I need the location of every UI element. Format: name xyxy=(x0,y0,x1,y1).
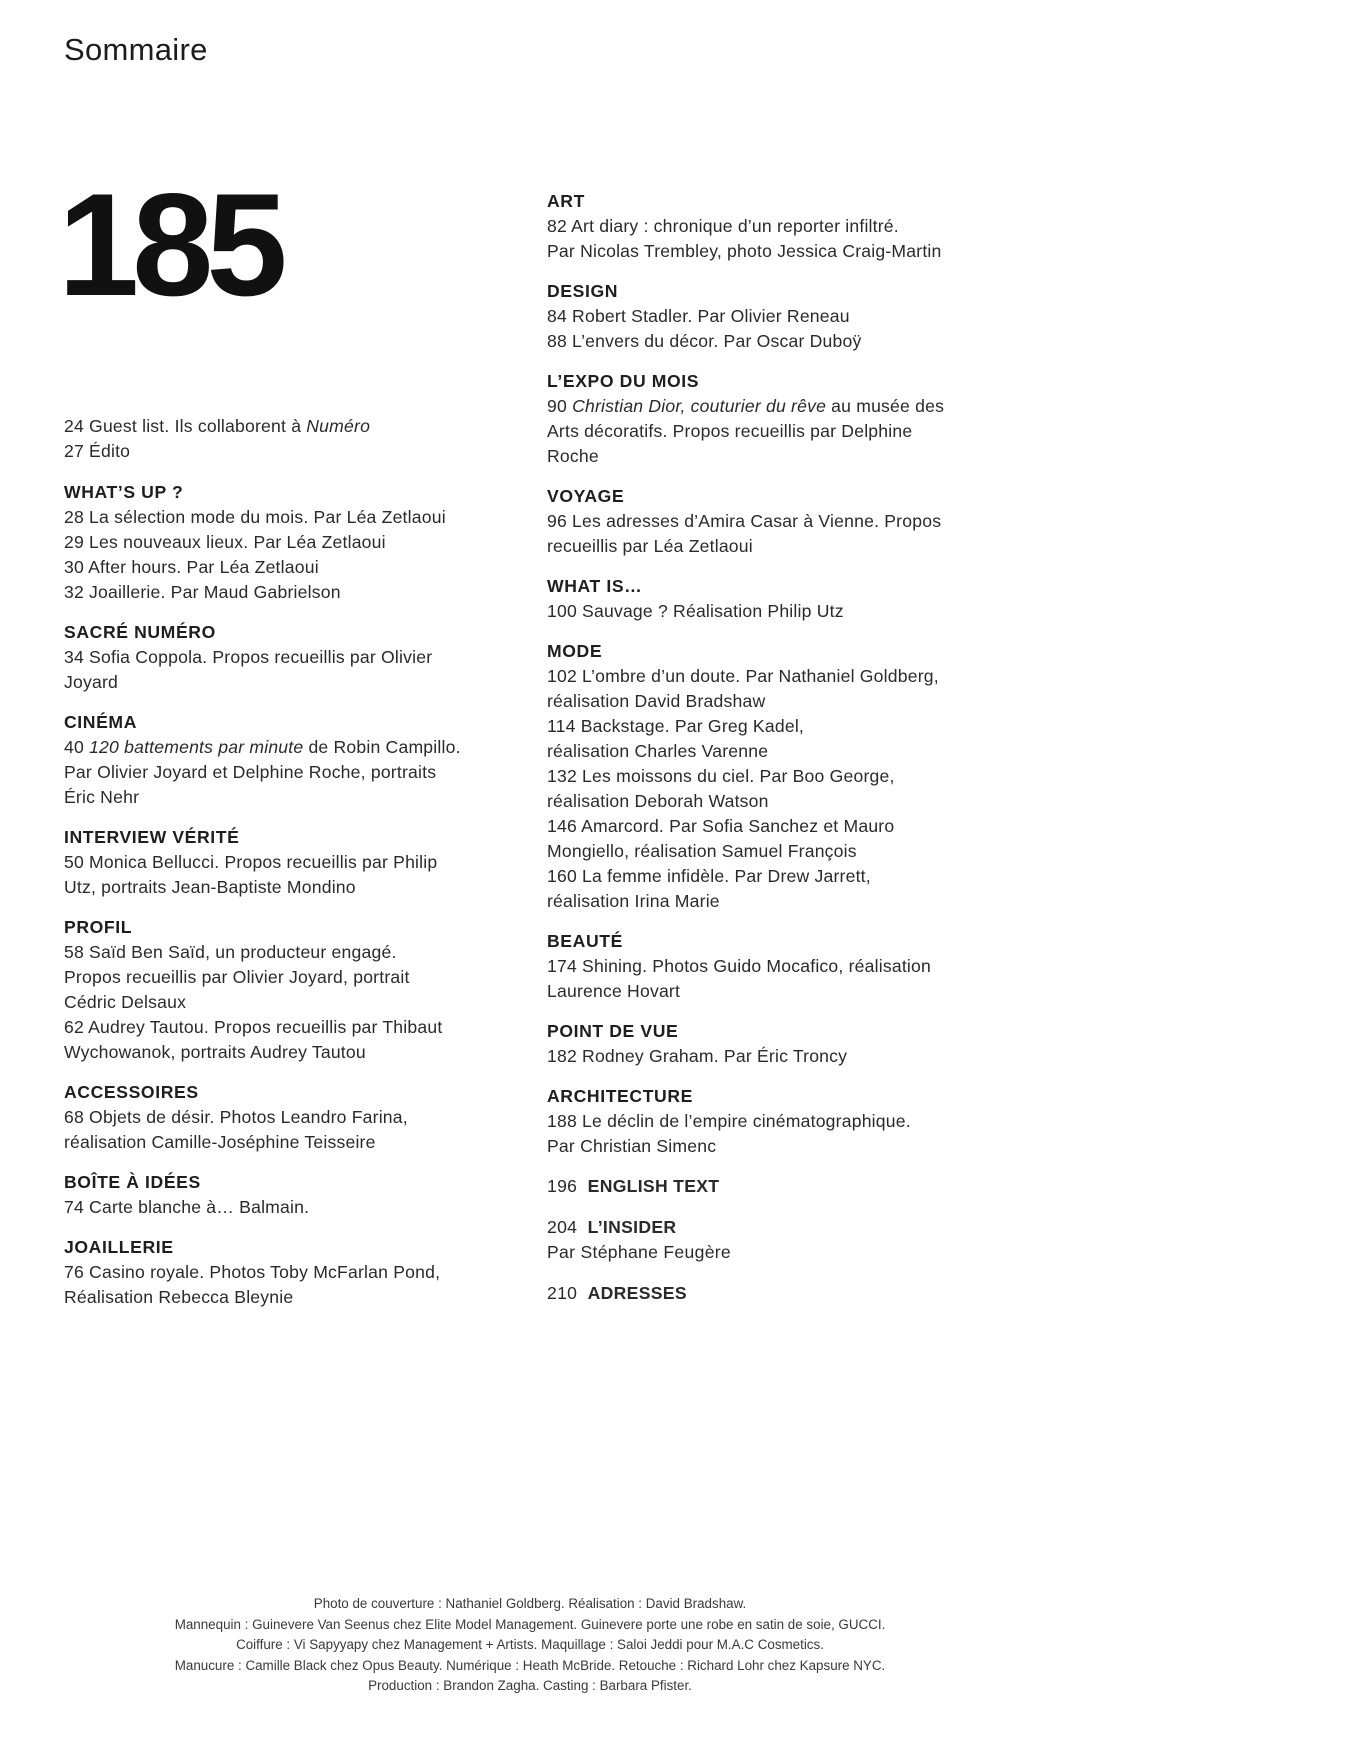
entry-page-number: 210 xyxy=(547,1283,578,1303)
issue-number: 185 xyxy=(58,163,281,326)
toc-entry xyxy=(64,670,534,695)
entry-text: 29 Les nouveaux lieux. Par Léa Zetlaoui xyxy=(64,532,386,552)
credit-line: Mannequin : Guinevere Van Seenus chez Elite Model Management. Guinevere porte une robe en satin de soie, GUCCI. xyxy=(174,1616,886,1632)
toc-section xyxy=(64,915,534,1065)
toc-section xyxy=(64,1080,534,1155)
toc-entry xyxy=(64,875,534,900)
toc-entry xyxy=(547,789,1017,814)
intro-block xyxy=(64,414,534,464)
entry-text: 102 L’ombre d’un doute. Par Nathaniel Goldberg, xyxy=(547,666,939,686)
section-title: BOÎTE À IDÉES xyxy=(64,1172,201,1192)
toc-section xyxy=(547,1019,1017,1069)
entry-text: Joyard xyxy=(64,672,119,692)
entry-text: de Robin Campillo. xyxy=(303,737,461,757)
entry-credit: Par Stéphane Feugère xyxy=(547,1242,732,1262)
toc-entry xyxy=(547,764,1017,789)
entry-text: 40 xyxy=(64,737,90,757)
entry-text: Par Olivier Joyard et Delphine Roche, portraits xyxy=(64,762,437,782)
section-title: L’EXPO DU MOIS xyxy=(547,371,700,391)
toc-section xyxy=(547,1084,1017,1159)
toc-section xyxy=(64,480,534,605)
toc-entry xyxy=(64,505,534,530)
entry-text: 96 Les adresses d’Amira Casar à Vienne. Propos xyxy=(547,511,942,531)
toc-entry xyxy=(64,414,534,439)
toc-section xyxy=(64,1235,534,1310)
entry-text: 188 Le déclin de l’empire cinématographique. xyxy=(547,1111,911,1131)
toc-entry xyxy=(547,444,1017,469)
entry-page-number: 196 xyxy=(547,1176,578,1196)
toc-entry xyxy=(547,534,1017,559)
entry-text: Par Nicolas Trembley, photo Jessica Craig-Martin xyxy=(547,241,942,261)
toc-section xyxy=(547,279,1017,354)
toc-entry xyxy=(64,1195,534,1220)
toc-section xyxy=(547,189,1017,264)
section-title: DESIGN xyxy=(547,281,619,301)
credit-line: Photo de couverture : Nathaniel Goldberg. Réalisation : David Bradshaw. xyxy=(313,1596,747,1611)
entry-italic-title: Christian Dior, couturier du rêve xyxy=(572,396,827,416)
entry-text: 160 La femme infidèle. Par Drew Jarrett, xyxy=(547,866,871,886)
toc-entry xyxy=(547,329,1017,354)
section-title: PROFIL xyxy=(64,917,133,937)
toc-entry xyxy=(64,645,534,670)
entry-italic-title: 120 battements par minute xyxy=(89,737,304,757)
toc-entry xyxy=(547,239,1017,264)
toc-entry xyxy=(547,689,1017,714)
entry-text: 182 Rodney Graham. Par Éric Troncy xyxy=(547,1046,848,1066)
section-title: JOAILLERIE xyxy=(64,1237,174,1257)
entry-text: 74 Carte blanche à… Balmain. xyxy=(64,1197,310,1217)
toc-section xyxy=(547,639,1017,914)
entry-text: réalisation Camille-Joséphine Teisseire xyxy=(64,1132,376,1152)
section-title: MODE xyxy=(547,641,603,661)
toc-entry xyxy=(547,664,1017,689)
credit-line: Production : Brandon Zagha. Casting : Barbara Pfister. xyxy=(368,1678,692,1693)
section-title: ART xyxy=(547,191,585,211)
toc-entry xyxy=(64,990,534,1015)
entry-text: 27 Édito xyxy=(64,441,131,461)
section-title: ARCHITECTURE xyxy=(547,1086,693,1106)
entry-text: 174 Shining. Photos Guido Mocafico, réalisation xyxy=(547,956,931,976)
toc-entry xyxy=(64,530,534,555)
toc-left-column xyxy=(64,414,534,1325)
toc-entry xyxy=(547,954,1017,979)
toc-entry xyxy=(547,814,1017,839)
toc-entry xyxy=(64,735,534,760)
entry-text: 114 Backstage. Par Greg Kadel, xyxy=(547,716,805,736)
entry-text: Arts décoratifs. Propos recueillis par Delphine xyxy=(547,421,913,441)
toc-entry xyxy=(547,979,1017,1004)
toc-entry xyxy=(64,1105,534,1130)
entry-text: 28 La sélection mode du mois. Par Léa Zetlaoui xyxy=(64,507,446,527)
toc-entry xyxy=(64,439,534,464)
toc-entry xyxy=(64,1285,534,1310)
entry-text: 50 Monica Bellucci. Propos recueillis par Philip xyxy=(64,852,438,872)
section-title: POINT DE VUE xyxy=(547,1021,679,1041)
entry-text: 68 Objets de désir. Photos Leandro Farina, xyxy=(64,1107,408,1127)
entry-text: Utz, portraits Jean-Baptiste Mondino xyxy=(64,877,356,897)
entry-text: réalisation Deborah Watson xyxy=(547,791,769,811)
toc-entry xyxy=(64,1015,534,1040)
entry-text: réalisation David Bradshaw xyxy=(547,691,766,711)
toc-entry xyxy=(547,509,1017,534)
entry-text: 84 Robert Stadler. Par Olivier Reneau xyxy=(547,306,850,326)
toc-section xyxy=(547,574,1017,624)
section-title: WHAT’S UP ? xyxy=(64,482,184,502)
toc-entry xyxy=(64,1260,534,1285)
toc-entry xyxy=(547,839,1017,864)
toc-entry xyxy=(547,419,1017,444)
entry-text: 88 L’envers du décor. Par Oscar Duboÿ xyxy=(547,331,862,351)
section-title: INTERVIEW VÉRITÉ xyxy=(64,827,240,847)
entry-text: Mongiello, réalisation Samuel François xyxy=(547,841,857,861)
toc-entry xyxy=(547,214,1017,239)
entry-title: ENGLISH TEXT xyxy=(587,1176,720,1196)
toc-entry xyxy=(547,714,1017,739)
toc-section xyxy=(64,710,534,810)
section-title: CINÉMA xyxy=(64,712,137,732)
entry-text: Réalisation Rebecca Bleynie xyxy=(64,1287,294,1307)
toc-standalone-entry xyxy=(547,1281,1017,1306)
toc-entry xyxy=(547,304,1017,329)
entry-text: réalisation Irina Marie xyxy=(547,891,720,911)
entry-text: au musée des xyxy=(826,396,945,416)
entry-page-number: 204 xyxy=(547,1217,578,1237)
entry-text: Laurence Hovart xyxy=(547,981,681,1001)
toc-entry xyxy=(64,760,534,785)
toc-entry xyxy=(64,580,534,605)
entry-text: Éric Nehr xyxy=(64,787,140,807)
entry-text: 82 Art diary : chronique d’un reporter infiltré. xyxy=(547,216,899,236)
toc-entry xyxy=(547,889,1017,914)
toc-entry xyxy=(547,739,1017,764)
toc-entry xyxy=(64,1130,534,1155)
entry-italic-title: Numéro xyxy=(306,416,371,436)
toc-section xyxy=(547,369,1017,469)
entry-text: 24 Guest list. Ils collaborent à xyxy=(64,416,307,436)
entry-text: 132 Les moissons du ciel. Par Boo George, xyxy=(547,766,895,786)
entry-text: Cédric Delsaux xyxy=(64,992,187,1012)
entry-text: Propos recueillis par Olivier Joyard, portrait xyxy=(64,967,410,987)
entry-text: Wychowanok, portraits Audrey Tautou xyxy=(64,1042,366,1062)
page-title: Sommaire xyxy=(64,32,208,67)
toc-entry xyxy=(64,850,534,875)
toc-right-column xyxy=(547,189,1017,1322)
entry-text: recueillis par Léa Zetlaoui xyxy=(547,536,753,556)
entry-title: ADRESSES xyxy=(587,1283,687,1303)
credit-line: Coiffure : Vi Sapyyapy chez Management + Artists. Maquillage : Saloi Jeddi pour M.A.C Cosmetics. xyxy=(236,1637,824,1652)
section-title: WHAT IS… xyxy=(547,576,643,596)
entry-text: 32 Joaillerie. Par Maud Gabrielson xyxy=(64,582,341,602)
toc-standalone-entry xyxy=(547,1174,1017,1199)
section-title: ACCESSOIRES xyxy=(64,1082,199,1102)
entry-text: 62 Audrey Tautou. Propos recueillis par Thibaut xyxy=(64,1017,443,1037)
entry-text: 146 Amarcord. Par Sofia Sanchez et Mauro xyxy=(547,816,895,836)
section-title: BEAUTÉ xyxy=(547,931,623,951)
toc-entry xyxy=(547,599,1017,624)
cover-credits xyxy=(0,1594,1060,1697)
toc-entry xyxy=(64,940,534,965)
toc-section xyxy=(547,929,1017,1004)
toc-entry xyxy=(547,1109,1017,1134)
entry-text: 100 Sauvage ? Réalisation Philip Utz xyxy=(547,601,844,621)
entry-title: L’INSIDER xyxy=(587,1217,677,1237)
toc-section xyxy=(64,620,534,695)
toc-entry xyxy=(547,394,1017,419)
entry-text: 90 xyxy=(547,396,573,416)
credit-line: Manucure : Camille Black chez Opus Beauty. Numérique : Heath McBride. Retouche : Richard Lohr chez Kapsure NYC. xyxy=(174,1657,886,1673)
toc-entry xyxy=(64,555,534,580)
section-title: SACRÉ NUMÉRO xyxy=(64,622,216,642)
toc-section xyxy=(547,484,1017,559)
toc-standalone-entry xyxy=(547,1215,1017,1265)
toc-entry xyxy=(64,1040,534,1065)
entry-text: réalisation Charles Varenne xyxy=(547,741,769,761)
entry-text: 58 Saïd Ben Saïd, un producteur engagé. xyxy=(64,942,397,962)
entry-text: Par Christian Simenc xyxy=(547,1136,717,1156)
entry-text: 30 After hours. Par Léa Zetlaoui xyxy=(64,557,319,577)
toc-entry xyxy=(547,1044,1017,1069)
entry-text: Roche xyxy=(547,446,599,466)
section-title: VOYAGE xyxy=(547,486,625,506)
toc-entry xyxy=(64,965,534,990)
entry-text: 34 Sofia Coppola. Propos recueillis par Olivier xyxy=(64,647,433,667)
toc-section xyxy=(64,1170,534,1220)
toc-entry xyxy=(547,864,1017,889)
entry-text: 76 Casino royale. Photos Toby McFarlan Pond, xyxy=(64,1262,441,1282)
toc-entry xyxy=(547,1134,1017,1159)
toc-section xyxy=(64,825,534,900)
toc-entry xyxy=(64,785,534,810)
